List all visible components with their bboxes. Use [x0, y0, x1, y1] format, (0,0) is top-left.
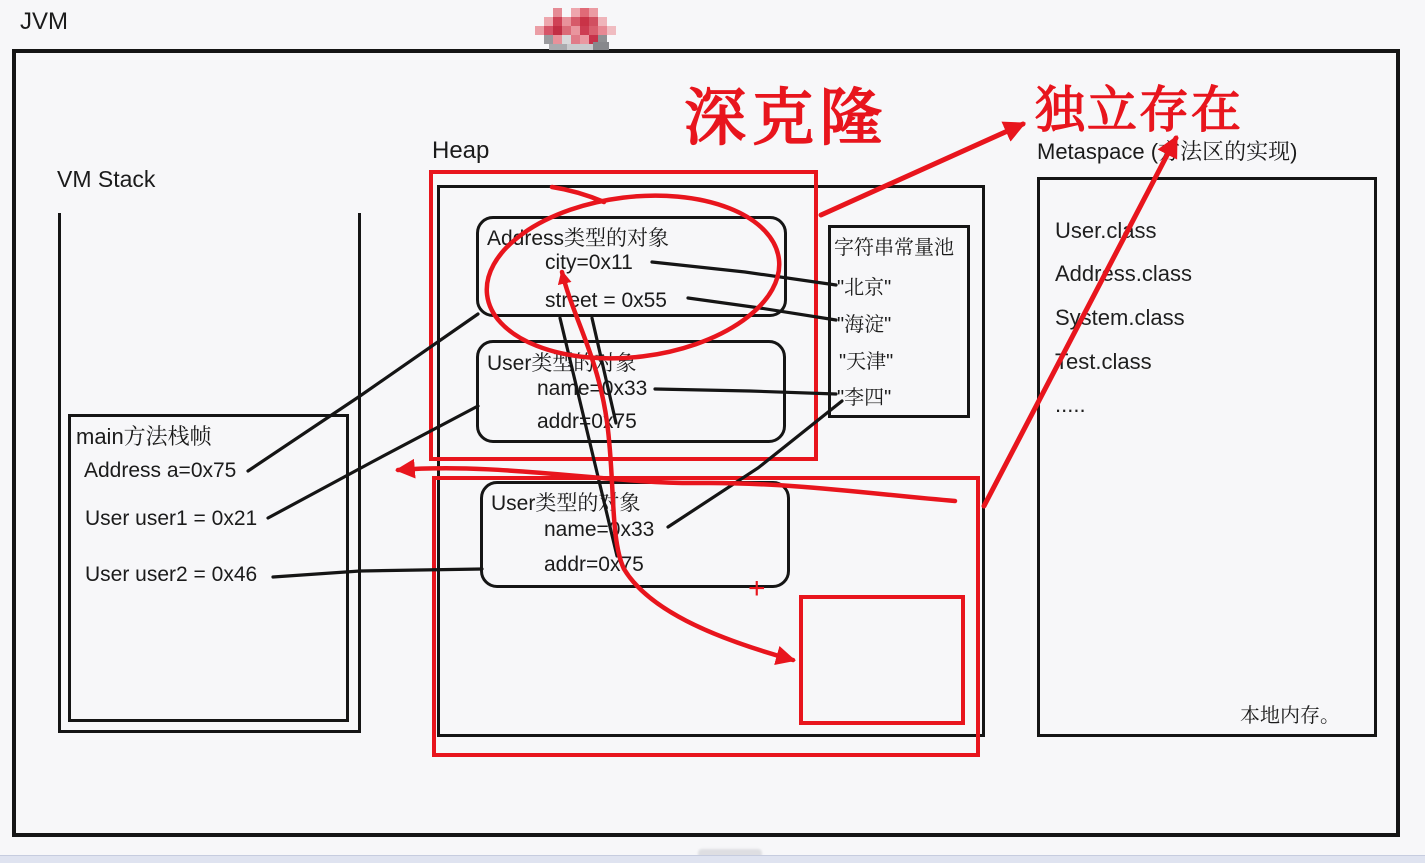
stack-entry-user2: User user2 = 0x46 — [85, 563, 258, 586]
deep-clone-note: 深克隆 — [684, 84, 889, 153]
metaspace-label-main: Metaspace — [1037, 139, 1145, 164]
string-pool-title: 字符串常量池 — [834, 237, 954, 259]
class-item-system: System.class — [1055, 305, 1185, 330]
user2-field-name: name=0x33 — [544, 518, 655, 541]
metaspace-label-suffix: (方法区的实现) — [1150, 139, 1298, 164]
address-field-city: city=0x11 — [545, 251, 633, 274]
plus-marker: + — [748, 572, 766, 605]
pixelated-watermark-art — [535, 6, 627, 52]
pool-entry-beijing: "北京" — [837, 277, 892, 299]
jvm-label: JVM — [20, 8, 68, 35]
main-frame-title: main方法栈帧 — [76, 424, 212, 449]
class-item-test: Test.class — [1055, 349, 1152, 374]
vm-stack-label: VM Stack — [57, 166, 156, 192]
red-empty-box — [799, 595, 965, 725]
pool-entry-haidian: "海淀" — [837, 314, 892, 336]
user1-field-name: name=0x33 — [537, 377, 648, 400]
address-object-title: Address类型的对象 — [487, 227, 670, 250]
user-object1-title: User类型的对象 — [487, 352, 637, 375]
stack-entry-address-a: Address a=0x75 — [84, 459, 237, 482]
pool-entry-tianjin: "天津" — [839, 351, 894, 373]
class-item-ellipsis: ..... — [1055, 392, 1086, 417]
independent-note: 独立存在 — [1035, 82, 1243, 138]
window-bottom-strip — [0, 855, 1425, 863]
address-field-street: street = 0x55 — [545, 289, 667, 312]
user2-field-addr: addr=0x75 — [544, 553, 644, 576]
class-item-user: User.class — [1055, 218, 1157, 243]
class-item-address: Address.class — [1055, 261, 1192, 286]
user-object2-title: User类型的对象 — [491, 492, 641, 515]
metaspace-footnote: 本地内存。 — [1240, 705, 1340, 727]
pixelated-watermark — [535, 6, 627, 52]
user1-field-addr: addr=0x75 — [537, 410, 637, 433]
heap-label: Heap — [432, 137, 490, 164]
pool-entry-lisi: "李四" — [837, 387, 892, 409]
stack-entry-user1: User user1 = 0x21 — [85, 507, 258, 530]
